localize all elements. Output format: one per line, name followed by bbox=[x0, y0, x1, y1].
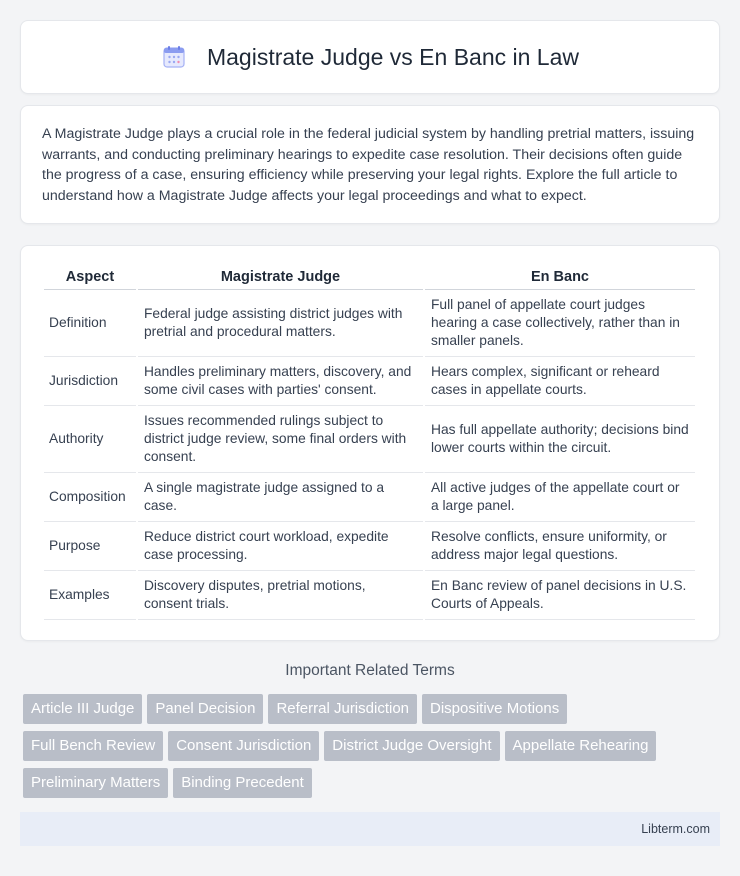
row-magistrate-value: A single magistrate judge assigned to a case. bbox=[138, 473, 423, 522]
row-aspect: Composition bbox=[44, 473, 136, 522]
intro-card bbox=[20, 105, 720, 224]
footer bbox=[20, 812, 720, 846]
related-term-tag[interactable]: Panel Decision bbox=[147, 694, 263, 724]
related-term-tag[interactable]: Dispositive Motions bbox=[422, 694, 567, 724]
row-magistrate-value: Handles preliminary matters, discovery, and some civil cases with parties' consent. bbox=[138, 357, 423, 406]
row-en-banc-value: All active judges of the appellate court or a large panel. bbox=[425, 473, 695, 522]
row-magistrate-value: Discovery disputes, pretrial motions, consent trials. bbox=[138, 571, 423, 620]
related-term-tag[interactable]: District Judge Oversight bbox=[324, 731, 499, 761]
header-aspect: Aspect bbox=[44, 264, 136, 290]
row-magistrate-value: Federal judge assisting district judges with pretrial and procedural matters. bbox=[138, 290, 423, 357]
table-row bbox=[44, 290, 695, 357]
comparison-card bbox=[20, 245, 720, 641]
footer-brand[interactable]: Libterm.com bbox=[641, 822, 710, 836]
related-term-tag[interactable]: Binding Precedent bbox=[173, 768, 312, 798]
comparison-table bbox=[42, 264, 697, 620]
row-aspect: Jurisdiction bbox=[44, 357, 136, 406]
calendar-icon bbox=[161, 44, 187, 70]
table-row bbox=[44, 473, 695, 522]
related-term-tag[interactable]: Appellate Rehearing bbox=[505, 731, 657, 761]
header-magistrate-judge: Magistrate Judge bbox=[138, 264, 423, 290]
table-row bbox=[44, 571, 695, 620]
row-en-banc-value: Full panel of appellate court judges hearing a case collectively, rather than in smaller panels. bbox=[425, 290, 695, 357]
related-terms-title: Important Related Terms bbox=[285, 662, 455, 679]
header-en-banc: En Banc bbox=[425, 264, 695, 290]
related-term-tag[interactable]: Preliminary Matters bbox=[23, 768, 168, 798]
related-term-tag[interactable]: Consent Jurisdiction bbox=[168, 731, 319, 761]
intro-text: A Magistrate Judge plays a crucial role in the federal judicial system by handling pretrial matters, issuing warrants, and conducting preliminary hearings to expedite case resolution. Their decisions often guide the progress of a case, ensuring efficiency while preserving your legal rights. Explore the full article to understand how a Magistrate Judge affects your legal proceedings and what to expect. bbox=[42, 126, 695, 204]
row-en-banc-value: Has full appellate authority; decisions bind lower courts within the circuit. bbox=[425, 406, 695, 473]
row-aspect: Authority bbox=[44, 406, 136, 473]
row-aspect: Examples bbox=[44, 571, 136, 620]
table-header-row bbox=[44, 264, 695, 290]
row-en-banc-value: Hears complex, significant or reheard cases in appellate courts. bbox=[425, 357, 695, 406]
title-card bbox=[20, 20, 720, 94]
table-row bbox=[44, 522, 695, 571]
row-aspect: Purpose bbox=[44, 522, 136, 571]
page-title: Magistrate Judge vs En Banc in Law bbox=[206, 43, 580, 70]
row-magistrate-value: Issues recommended rulings subject to district judge review, some final orders with consent. bbox=[138, 406, 423, 473]
table-row bbox=[44, 406, 695, 473]
related-term-tag[interactable]: Full Bench Review bbox=[23, 731, 163, 761]
related-terms-list bbox=[23, 694, 713, 805]
row-magistrate-value: Reduce district court workload, expedite case processing. bbox=[138, 522, 423, 571]
row-en-banc-value: Resolve conflicts, ensure uniformity, or address major legal questions. bbox=[425, 522, 695, 571]
table-row bbox=[44, 357, 695, 406]
related-term-tag[interactable]: Article III Judge bbox=[23, 694, 142, 724]
row-aspect: Definition bbox=[44, 290, 136, 357]
row-en-banc-value: En Banc review of panel decisions in U.S. Courts of Appeals. bbox=[425, 571, 695, 620]
related-term-tag[interactable]: Referral Jurisdiction bbox=[268, 694, 417, 724]
